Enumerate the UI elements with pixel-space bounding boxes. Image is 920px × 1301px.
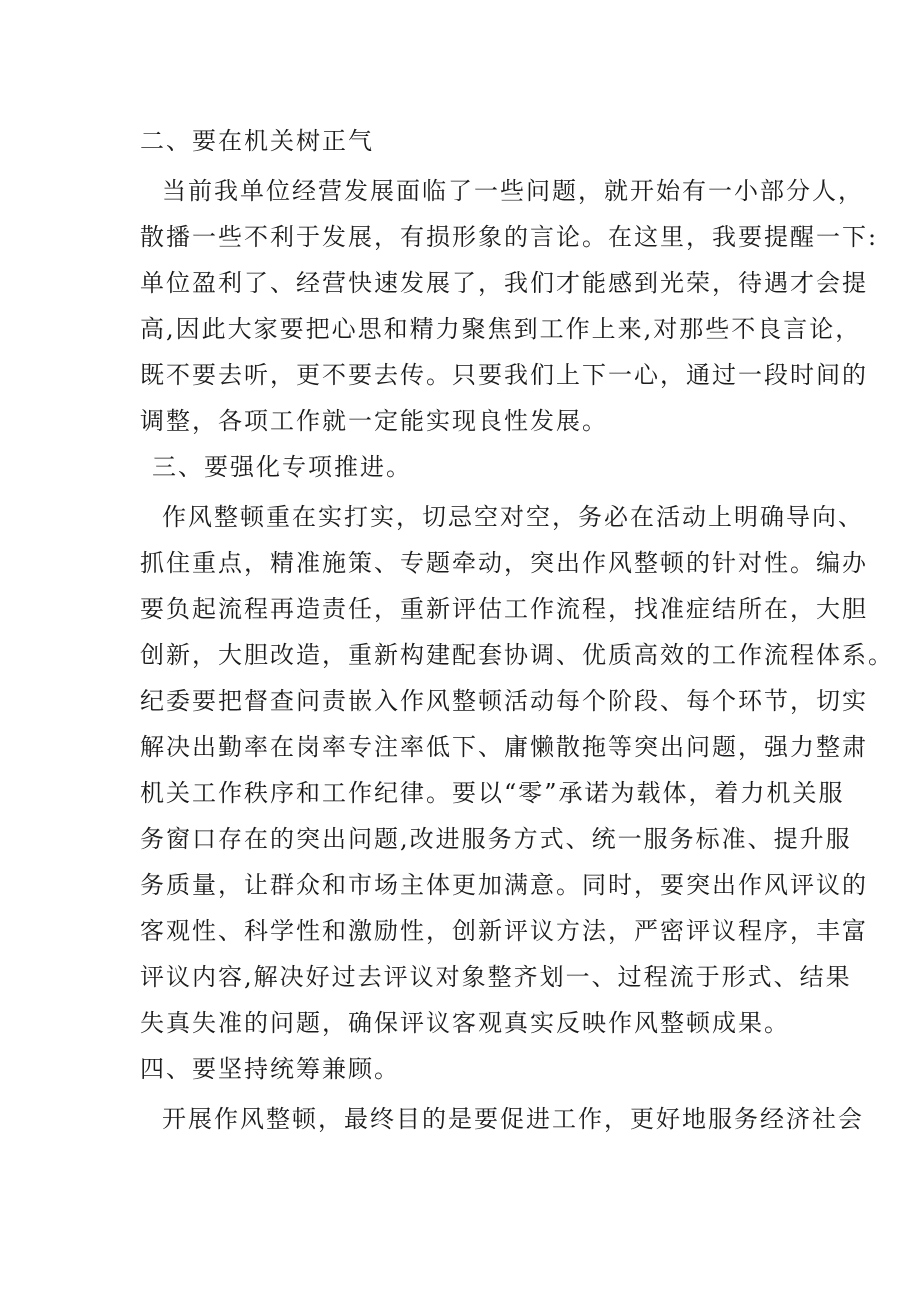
paragraph-line: 客观性、科学性和激励性，创新评议方法，严密评议程序，丰富 xyxy=(140,917,868,945)
paragraph-line: 纪委要把督查问责嵌入作风整顿活动每个阶段、每个环节，切实 xyxy=(140,687,868,715)
paragraph-line: 散播一些不利于发展，有损形象的言论。在这里，我要提醒一下: xyxy=(140,223,879,251)
section-heading-4: 四、要坚持统筹兼顾。 xyxy=(140,1055,400,1083)
paragraph-line: 抓住重点，精准施策、专题牵动，突出作风整顿的针对性。编办 xyxy=(140,549,868,577)
paragraph-line: 当前我单位经营发展面临了一些问题，就开始有一小部分人， xyxy=(162,177,864,205)
section-heading-3: 三、要强化专项推进。 xyxy=(152,453,412,481)
paragraph-line: 解决出勤率在岗率专注率低下、庸懒散拖等突出问题，强力整肃 xyxy=(140,733,868,761)
paragraph-line: 创新，大胆改造，重新构建配套协调、优质高效的工作流程体系。 xyxy=(140,641,894,669)
paragraph-line: 务质量，让群众和市场主体更加满意。同时，要突出作风评议的 xyxy=(140,871,868,899)
paragraph-line: 作风整顿重在实打实，切忌空对空，务必在活动上明确导向、 xyxy=(162,503,864,531)
paragraph-line: 评议内容,解决好过去评议对象整齐划一、过程流于形式、结果 xyxy=(140,963,852,991)
paragraph-line: 高,因此大家要把心思和精力聚焦到工作上来,对那些不良言论， xyxy=(140,315,862,343)
paragraph-line: 既不要去听，更不要去传。只要我们上下一心，通过一段时间的 xyxy=(140,361,868,389)
paragraph-line: 机关工作秩序和工作纪律。要以“零”承诺为载体，着力机关服 xyxy=(140,779,845,807)
section-heading-2: 二、要在机关树正气 xyxy=(140,127,374,155)
paragraph-line: 调整，各项工作就一定能实现良性发展。 xyxy=(140,407,608,435)
paragraph-line: 单位盈利了、经营快速发展了，我们才能感到光荣，待遇才会提 xyxy=(140,269,868,297)
document-body xyxy=(140,118,894,1142)
paragraph-line: 要负起流程再造责任，重新评估工作流程，找准症结所在，大胆 xyxy=(140,595,868,623)
paragraph-line: 失真失准的问题，确保评议客观真实反映作风整顿成果。 xyxy=(140,1009,790,1037)
paragraph-line: 务窗口存在的突出问题,改进服务方式、统一服务标准、提升服 xyxy=(140,825,852,853)
paragraph-line: 开展作风整顿，最终目的是要促进工作，更好地服务经济社会 xyxy=(162,1105,864,1133)
